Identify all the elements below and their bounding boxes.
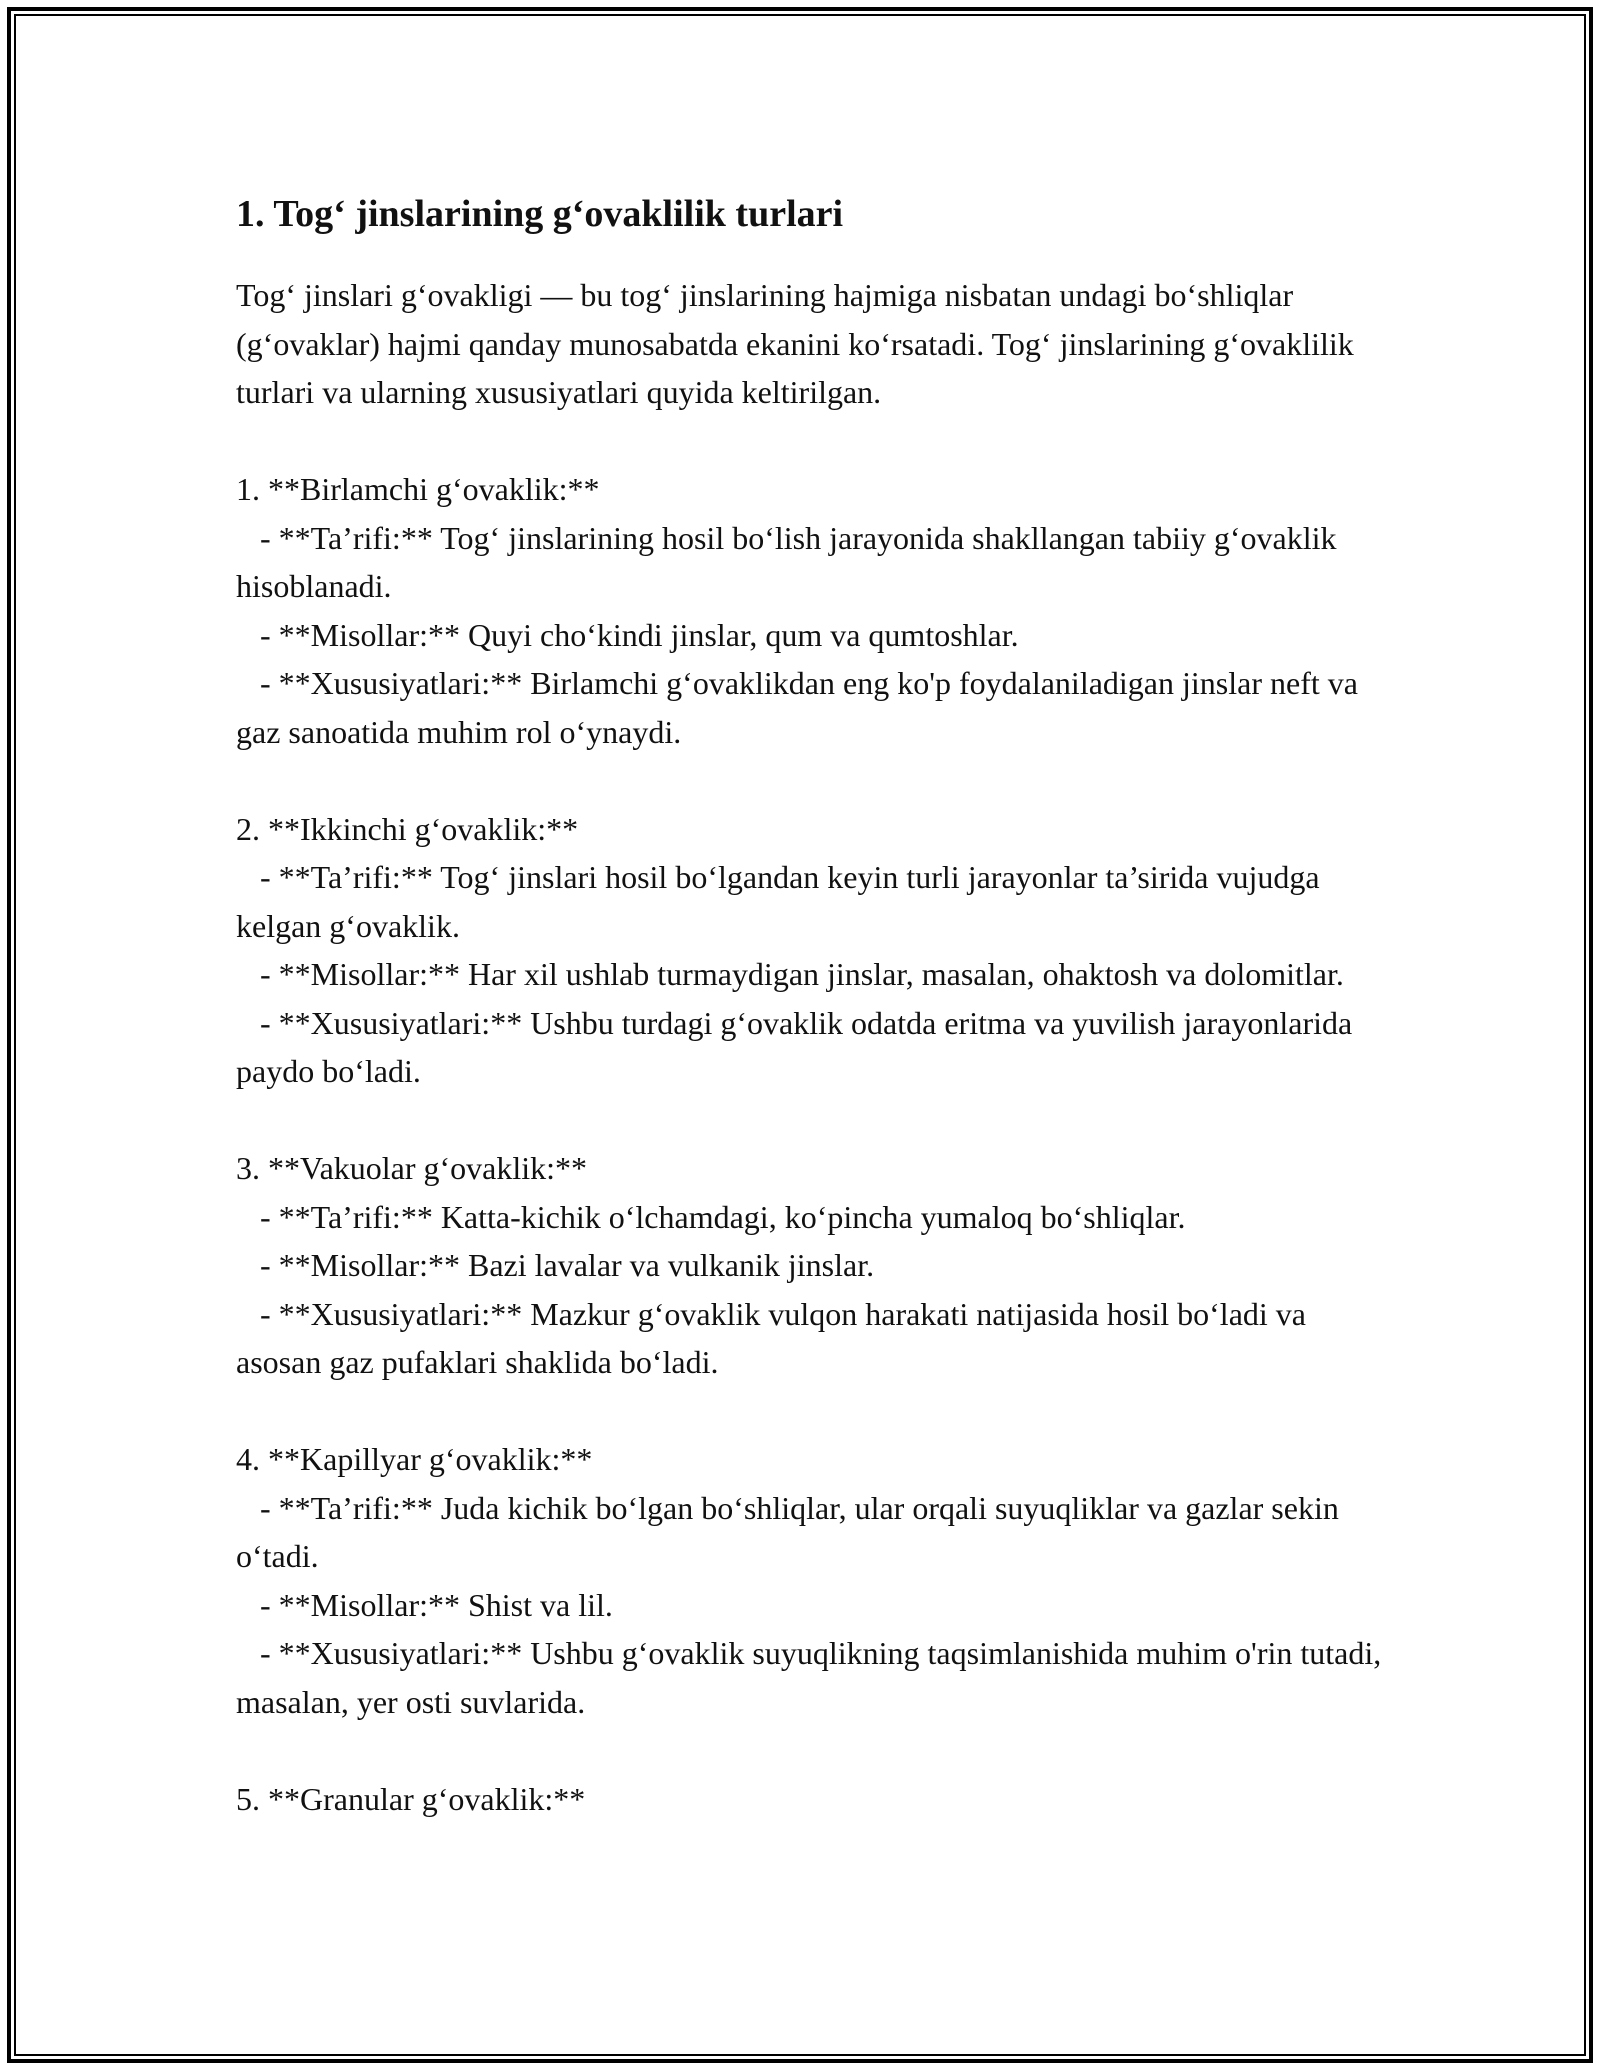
intro-paragraph: Tog‘ jinslari g‘ovakligi — bu tog‘ jinslarining hajmiga nisbatan undagi bo‘shliqlar (g‘ovaklar) hajmi qanday munosabatda ekanini ko‘rsatadi. Tog‘ jinslarining g‘ovaklilik turlari va ularning xususiyatlari quyida keltirilgan. [236,277,1362,410]
properties-item: - **Xususiyatlari:** Ushbu turdagi g‘ovaklik odatda eritma va yuvilish jarayonlarida paydo bo‘ladi. [236,1004,1361,1089]
definition-item: - **Ta’rifi:** Tog‘ jinslarining hosil bo‘lish jarayonida shakllangan tabiiy g‘ovaklik hisoblanadi. [236,519,1345,604]
section-heading: 2. **Ikkinchi g‘ovaklik:** [236,810,579,847]
properties-item: - **Xususiyatlari:** Ushbu g‘ovaklik suyuqlikning taqsimlanishida muhim o'rin tutadi, masalan, yer osti suvlarida. [236,1635,1390,1720]
section-heading: 1. **Birlamchi g‘ovaklik:** [236,471,600,507]
document-title: 1. Tog‘ jinslarining g‘ovaklilik turlari [236,193,844,235]
definition-item: - **Ta’rifi:** Katta-kichik o‘lchamdagi, ko‘pincha yumaloq bo‘shliqlar. [236,1198,1186,1235]
section-ikkinchi [236,805,1386,1096]
examples-item: - **Misollar:** Shist va lil. [236,1586,613,1623]
document-body [236,185,1390,1823]
examples-item: - **Misollar:** Har xil ushlab turmaydigan jinslar, masalan, ohaktosh va dolomitlar. [236,956,1344,992]
section-birlamchi [236,465,1386,756]
definition-item: - **Ta’rifi:** Tog‘ jinslari hosil bo‘lgandan keyin turli jarayonlar ta’sirida vujudga kelgan g‘ovaklik. [236,859,1328,944]
section-granular [236,1775,1386,1824]
section-heading: 5. **Granular g‘ovaklik:** [236,1780,586,1817]
properties-item: - **Xususiyatlari:** Birlamchi g‘ovaklikdan eng ko'p foydalaniladigan jinslar neft va gaz sanoatida muhim rol o‘ynaydi. [236,665,1366,750]
section-vakuolar [236,1144,1386,1387]
section-heading: 3. **Vakuolar g‘ovaklik:** [236,1150,588,1186]
examples-item: - **Misollar:** Quyi cho‘kindi jinslar, qum va qumtoshlar. [236,616,1019,653]
examples-item: - **Misollar:** Bazi lavalar va vulkanik jinslar. [236,1247,875,1283]
section-kapillyar [236,1435,1390,1726]
definition-item: - **Ta’rifi:** Juda kichik bo‘lgan bo‘shliqlar, ular orqali suyuqliklar va gazlar sekin o‘tadi. [236,1489,1347,1574]
properties-item: - **Xususiyatlari:** Mazkur g‘ovaklik vulqon harakati natijasida hosil bo‘ladi va asosan gaz pufaklari shaklida bo‘ladi. [236,1295,1314,1380]
section-heading: 4. **Kapillyar g‘ovaklik:** [236,1441,593,1477]
